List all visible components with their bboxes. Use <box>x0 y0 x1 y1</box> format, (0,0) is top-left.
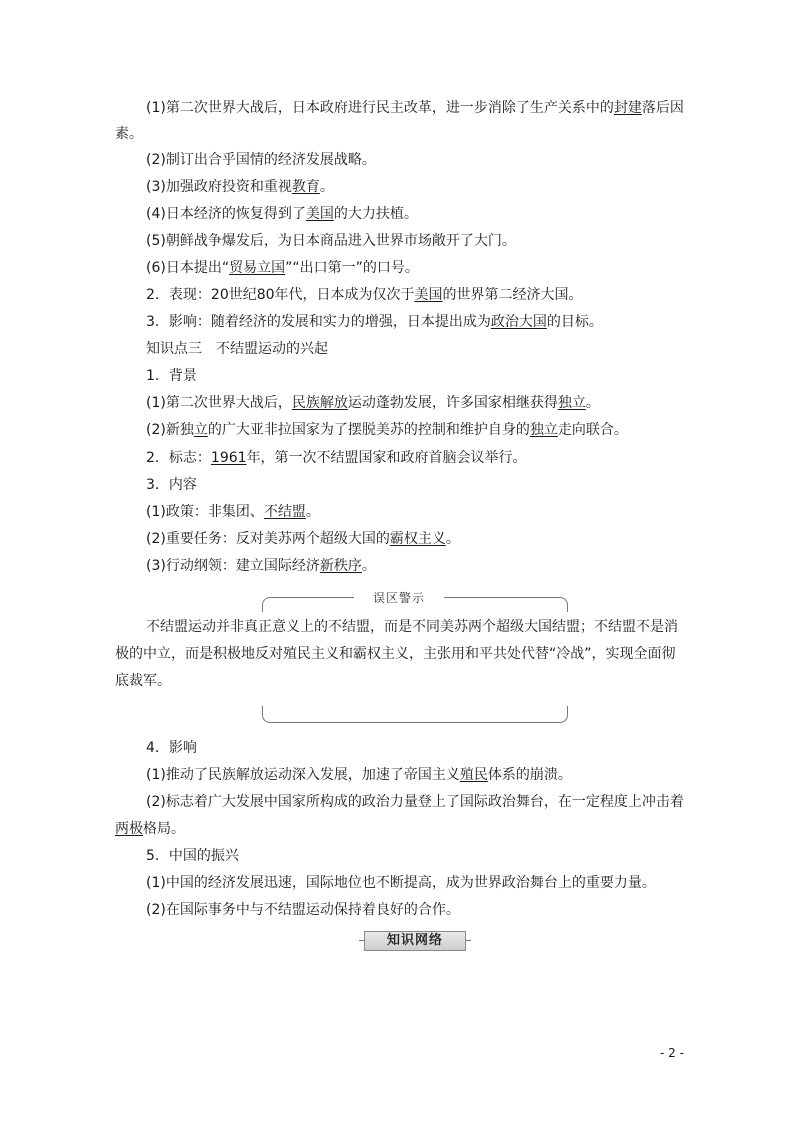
text-line: (3)行动纲领：建立国际经济新秩序。 <box>146 558 376 574</box>
text-line: (2)在国际事务中与不结盟运动保持着良好的合作。 <box>146 902 460 918</box>
warning-box-bottom-border <box>262 706 568 723</box>
text-line: (2)新独立的广大亚非拉国家为了摆脱美苏的控制和维护自身的独立走向联合。 <box>146 422 628 438</box>
page-number: - 2 - <box>660 1046 684 1060</box>
text-line: (1)推动了民族解放运动深入发展，加速了帝国主义殖民体系的崩溃。 <box>146 767 572 783</box>
text-line: 5．中国的振兴 <box>146 848 239 864</box>
text-line: 1．背景 <box>146 368 197 384</box>
text-line: (6)日本提出“贸易立国”“出口第一”的口号。 <box>146 260 419 276</box>
text-line: (2)标志着广大发展中国家所构成的政治力量登上了国际政治舞台，在一定程度上冲击着 <box>146 794 684 810</box>
text-line: (2)重要任务：反对美苏两个超级大国的霸权主义。 <box>146 531 460 547</box>
warning-box-label: 误区警示 <box>354 590 444 606</box>
text-line: 3．内容 <box>146 477 197 493</box>
text-line: (1)中国的经济发展迅速，国际地位也不断提高，成为世界政治舞台上的重要力量。 <box>146 875 656 891</box>
text-line: (1)第二次世界大战后，日本政府进行民主改革，进一步消除了生产关系中的封建落后因 <box>146 100 684 116</box>
text-line: 2．表现：20世纪80年代，日本成为仅次于美国的世界第二经济大国。 <box>146 287 583 303</box>
text-line: (1)政策：非集团、不结盟。 <box>146 504 320 520</box>
text-line: (4)日本经济的恢复得到了美国的大力扶植。 <box>146 206 418 222</box>
text-line: (2)制订出合乎国情的经济发展战略。 <box>146 152 376 168</box>
text-line: 3．影响：随着经济的发展和实力的增强，日本提出成为政治大国的目标。 <box>146 314 603 330</box>
text-line: (3)加强政府投资和重视教育。 <box>146 179 334 195</box>
knowledge-network-banner <box>364 931 466 951</box>
knowledge-network-label: 知识网络 <box>386 933 443 948</box>
text-line: 两极格局。 <box>115 821 185 837</box>
text-line: 2．标志：1961年，第一次不结盟国家和政府首脑会议举行。 <box>146 450 527 466</box>
text-line: 素。 <box>115 126 143 142</box>
text-line: (1)第二次世界大战后，民族解放运动蓬勃发展，许多国家相继获得独立。 <box>146 395 600 411</box>
text-line: (5)朝鲜战争爆发后，为日本商品进入世界市场敞开了大门。 <box>146 233 516 249</box>
text-line: 4．影响 <box>146 740 197 756</box>
section-heading: 知识点三 不结盟运动的兴起 <box>146 341 328 357</box>
warning-box-text: 不结盟运动并非真正意义上的不结盟，而是不同美苏两个超级大国结盟；不结盟不是消极的中立，而是积极地反对殖民主义和霸权主义，主张用和平共处代替“冷战”，实现全面彻底裁军。 <box>115 619 678 689</box>
